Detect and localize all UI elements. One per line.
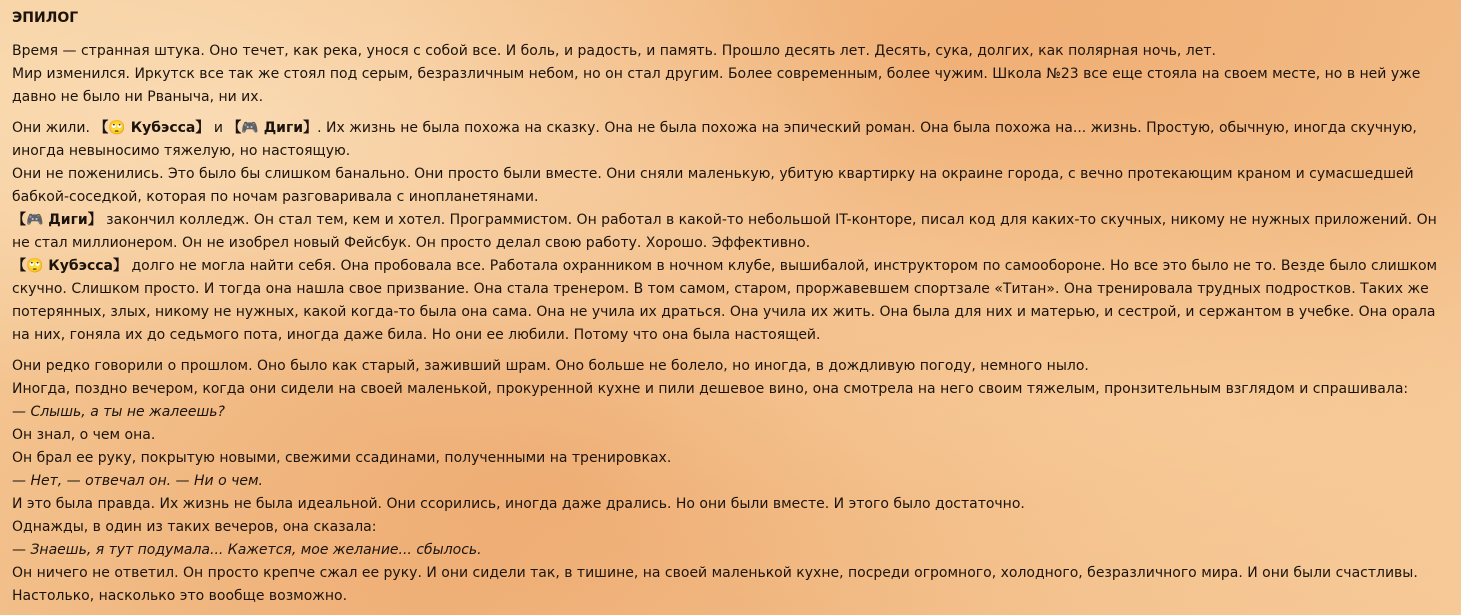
paragraph-ending: Он ничего не ответил. Он просто крепче сжал ее руку. И они сидели так, в тишине, на своей маленькой кухне, посреди огромного, холодного, безразличного мира. И они были счастливы. Настолько, насколько это вообще возможно. (12, 565, 1418, 604)
character-tag-digi: 【🎮 Диги】 (12, 212, 102, 228)
character-tag-digi: 【🎮 Диги】 (227, 120, 318, 136)
paragraph-world: Мир изменился. Иркутск все так же стоял под серым, безразличным небом, но он стал другим. Более современным, более чужим. Школа №23 все еще стояла на своем месте, но в ней уже давно не было ни Рваныча, ни их. (12, 66, 1421, 105)
paragraph-he-knew: Он знал, о чем она. (12, 427, 156, 443)
text-kubessa: долго не могла найти себя. Она пробовала все. Работала охранником в ночном клубе, вышибалой, инструктором по самообороне. Но все это было не то. Везде было слишком скучно. Слишком просто. И тогда она нашла свое призвание. Она стала тренером. В том самом, старом, проржавевшем спортзале «Титан». Она тренировала трудных подростков. Таких же потерянных, злых, никому не нужных, какой когда-то была она сама. Она не учила их драться. Она учила их жить. Она была для них и матерью, и сестрой, и сержантом в учебке. Она орала на них, гоняла их до седьмого пота, иногда даже била. Но они ее любили. Потому что она была настоящей. (12, 258, 1438, 343)
chapter-title: ЭПИЛОГ (12, 10, 79, 26)
paragraph-gap (12, 347, 1449, 355)
paragraph-they-lived (12, 117, 1449, 163)
character-tag-kubessa: 【🙄 Кубэсса】 (94, 120, 210, 136)
paragraph-not-married: Они не поженились. Это было бы слишком банально. Они просто были вместе. Они сняли маленькую, убитую квартирку на окраине города, с вечно протекающим краном и сумасшедшей бабкой-соседкой, которая по ночам разговаривала с инопланетянами. (12, 166, 1414, 205)
paragraph-past: Они редко говорили о прошлом. Оно было как старый, заживший шрам. Оно больше не болело, но иногда, в дождливую погоду, немного ныло. (12, 358, 1089, 374)
dialogue-line-no: — Нет, — отвечал он. — Ни о чем. (12, 473, 263, 489)
paragraph-one-day: Однажды, в один из таких вечеров, она сказала: (12, 519, 377, 535)
text-lived-post: . Их жизнь не была похожа на сказку. Она не была похожа на эпический роман. Она была похожа на... жизнь. Простую, обычную, иногда скучную, иногда невыносимо тяжелую, но настоящую. (12, 120, 1417, 159)
dialogue-line-wish: — Знаешь, я тут подумала... Кажется, мое желание... сбылось. (12, 542, 482, 558)
text-lived-pre: Они жили. (12, 120, 95, 136)
paragraph-digi (12, 209, 1449, 255)
paragraph-gap (12, 109, 1449, 117)
character-tag-kubessa: 【🙄 Кубэсса】 (12, 258, 127, 274)
paragraph-her-hand: Он брал ее руку, покрытую новыми, свежими ссадинами, полученными на тренировках. (12, 450, 672, 466)
dialogue-line-regret: — Слышь, а ты не жалеешь? (12, 404, 225, 420)
text-and: и (209, 120, 228, 136)
paragraph-truth: И это была правда. Их жизнь не была идеальной. Они ссорились, иногда даже дрались. Но они были вместе. И этого было достаточно. (12, 496, 1025, 512)
paragraph-evening: Иногда, поздно вечером, когда они сидели на своей маленькой, прокуренной кухне и пили дешевое вино, она смотрела на него своим тяжелым, пронзительным взглядом и спрашивала: (12, 381, 1409, 397)
text-digi: закончил колледж. Он стал тем, кем и хотел. Программистом. Он работал в какой-то небольшой IT-конторе, писал код для каких-то скучных, никому не нужных приложений. Он не стал миллионером. Он не изобрел новый Фейсбук. Он просто делал свою работу. Хорошо. Эффективно. (12, 212, 1437, 251)
paragraph-kubessa (12, 255, 1449, 347)
paragraph-time: Время — странная штука. Оно течет, как река, унося с собой все. И боль, и радость, и память. Прошло десять лет. Десять, сука, долгих, как полярная ночь, лет. (12, 43, 1216, 59)
